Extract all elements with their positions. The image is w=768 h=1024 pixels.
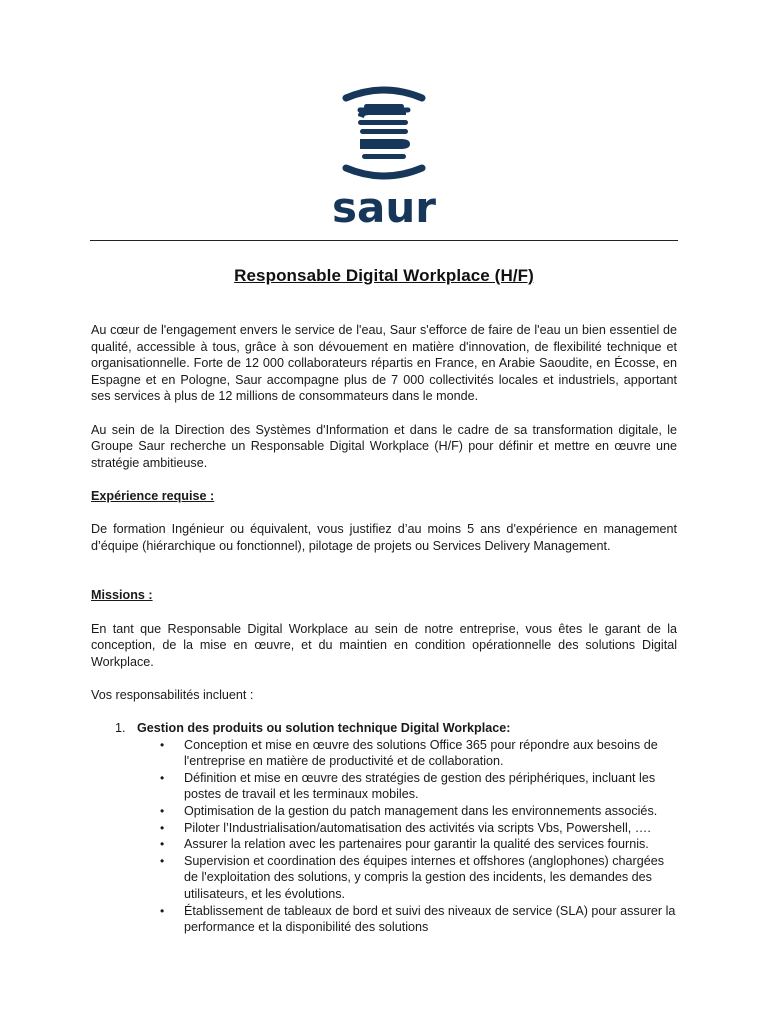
header-divider [90, 240, 678, 241]
bullet-item: • Optimisation de la gestion du patch management dans les environnements associés. [160, 804, 658, 819]
bullet-icon: • [160, 770, 165, 785]
bullet-item: • Établissement de tableaux de bord et suivi des niveaux de service (SLA) pour assurer la performance et la disponibilité des solutions [160, 903, 676, 935]
bullet-list [91, 737, 677, 936]
numbered-list-item [91, 720, 677, 936]
bullet-icon: • [160, 820, 165, 835]
bullet-icon: • [160, 853, 165, 868]
list-item-title: Gestion des produits ou solution technique Digital Workplace: [137, 721, 511, 736]
missions-heading: Missions : [91, 588, 153, 603]
bullet-item: • Assurer la relation avec les partenaires pour garantir la qualité des services fournis. [160, 837, 649, 852]
bullet-item: • Conception et mise en œuvre des solutions Office 365 pour répondre aux besoins de l'entreprise en matière de productivité et de collaboration. [160, 737, 658, 769]
list-number: 1. [115, 721, 126, 736]
bullet-item: • Piloter l’Industrialisation/automatisation des activités via scripts Vbs, Powershell, …. [160, 820, 651, 835]
saur-wordmark: saur [332, 183, 436, 230]
bullet-icon: • [160, 903, 165, 918]
experience-heading: Expérience requise : [91, 488, 215, 503]
missions-paragraph: En tant que Responsable Digital Workplace au sein de notre entreprise, vous êtes le garant de la conception, de la mise en œuvre, et du maintien en condition opérationnelle des solutions Digital Workplace. [91, 621, 677, 669]
experience-paragraph: De formation Ingénieur ou équivalent, vous justifiez d’au moins 5 ans d'expérience en management d’équipe (hiérarchique ou fonctionnel), pilotage de projets ou Services Delivery Management. [91, 522, 677, 553]
context-paragraph: Au sein de la Direction des Systèmes d'Information et dans le cadre de sa transformation digitale, le Groupe Saur recherche un Responsable Digital Workplace (H/F) pour définir et mettre en œuvre une stratégie ambitieuse. [91, 422, 677, 470]
bullet-icon: • [160, 737, 165, 752]
responsibilities-intro: Vos responsabilités incluent : [91, 687, 254, 702]
intro-paragraph: Au cœur de l'engagement envers le service de l'eau, Saur s'efforce de faire de l'eau un bien essentiel de qualité, accessible à tous, grâce à son dévouement en matière d'innovation, de flexibilité technique et organisationnelle. Forte de 12 000 collaborateurs répartis en France, en Arabie Saoudite, en Écosse, en Espagne et en Pologne, Saur accompagne plus de 7 000 collectivités locales et industriels, apportant ses services à plus de 12 millions de consommateurs dans le monde. [91, 323, 677, 404]
bullet-item: • Définition et mise en œuvre des stratégies de gestion des périphériques, incluant les postes de travail et les terminaux mobiles. [160, 770, 656, 802]
bullet-icon: • [160, 837, 165, 852]
page-title: Responsable Digital Workplace (H/F) [234, 266, 534, 285]
document-body [91, 322, 677, 936]
saur-logo [320, 82, 448, 230]
bullet-item: • Supervision et coordination des équipes internes et offshores (anglophones) chargées de l'exploitation des solutions, y compris la gestion des incidents, les demandes des utilisateurs, et les évolutions. [160, 853, 665, 901]
bullet-icon: • [160, 804, 165, 819]
saur-wave-icon [320, 82, 448, 230]
